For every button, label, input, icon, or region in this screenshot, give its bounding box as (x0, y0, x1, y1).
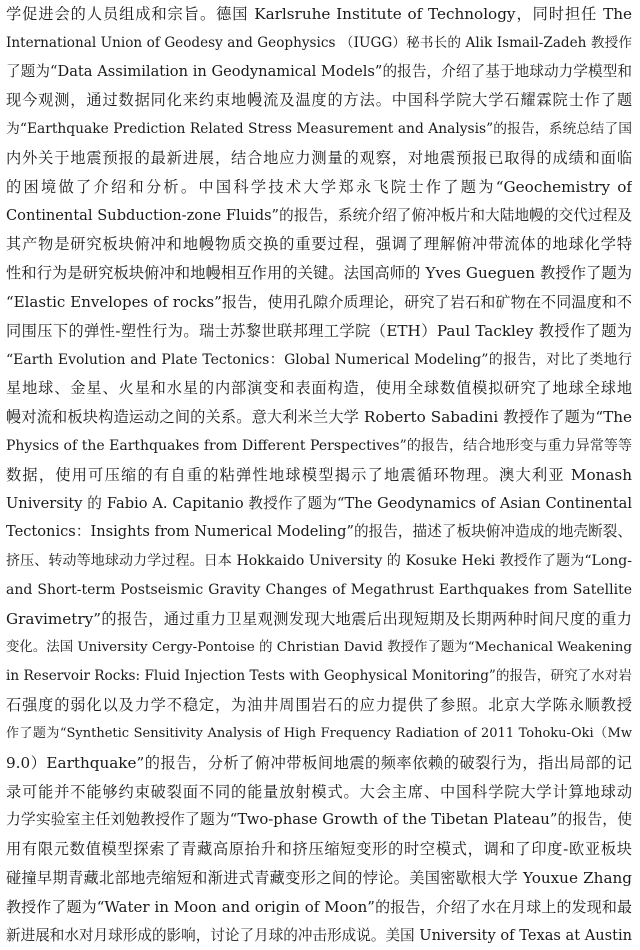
text-line: 学促进会的人员组成和宗旨。德国 Karlsruhe Institute of Technology，同时担任 The (6, 0, 632, 29)
text-line: 内外关于地震预报的最新进展，结合地应力测量的观察，对地震预报已取得的成绩和面临 (6, 144, 632, 173)
text-line: 作了题为“Synthetic Sensitivity Analysis of High Frequency Radiation of 2011 Tohoku-Oki（Mw (6, 720, 632, 749)
text-line: 用有限元数值模型探索了青藏高原抬升和挤压缩短变形的时空模式，调和了印度-欧亚板块 (6, 835, 632, 864)
text-line: 石强度的弱化以及力学不稳定，为油井周围岩石的应力提供了参照。北京大学陈永顺教授 (6, 691, 632, 720)
text-line: 幔对流和板块构造运动之间的关系。意大利米兰大学 Roberto Sabadini 教授作了题为“The (6, 403, 632, 432)
text-line: 变化。法国 University Cergy-Pontoise 的 Christian David 教授作了题为“Mechanical Weakening (6, 634, 632, 663)
text-line: 教授作了题为“Water in Moon and origin of Moon”的报告，介绍了水在月球上的发现和最 (6, 893, 632, 922)
text-line: 挤压、转动等地球动力学过程。日本 Hokkaido University 的 Kosuke Heki 教授作了题为“Long- (6, 547, 632, 576)
text-line: 其产物是研究板块俯冲和地幔物质交换的重要过程，强调了理解俯冲带流体的地球化学特 (6, 230, 632, 259)
text-line: in Reservoir Rocks: Fluid Injection Tests with Geophysical Monitoring”的报告，研究了水对岩 (6, 662, 632, 691)
text-line: Physics of the Earthquakes from Different Perspectives”的报告，结合地形变与重力异常等等 (6, 432, 632, 461)
text-line: 录可能并不能够约束破裂面不同的能量放射模式。大会主席、中国科学院大学计算地球动 (6, 778, 632, 807)
text-line: 新进展和水对月球形成的影响，讨论了月球的冲击形成说。美国 University of Texas at Austin (6, 922, 632, 950)
text-line: 性和行为是研究板块俯冲和地幔相互作用的关键。法国高师的 Yves Gueguen 教授作了题为 (6, 259, 632, 288)
text-line: Continental Subduction-zone Fluids”的报告，系统介绍了俯冲板片和大陆地幔的交代过程及 (6, 202, 632, 231)
text-line: 星地球、金星、火星和水星的内部演变和表面构造，使用全球数值模拟研究了地球全球地 (6, 374, 632, 403)
text-line: “Earth Evolution and Plate Tectonics：Global Numerical Modeling”的报告，对比了类地行 (6, 346, 632, 375)
text-line: Gravimetry”的报告，通过重力卫星观测发现大地震后出现短期及长期两种时间尺度的重力 (6, 605, 632, 634)
text-line: 碰撞早期青藏北部地壳缩短和渐进式青藏变形之间的悖论。美国密歇根大学 Youxue Zhang (6, 864, 632, 893)
text-line: 的困境做了介绍和分析。中国科学技术大学郑永飞院士作了题为“Geochemistry of (6, 173, 632, 202)
text-line: International Union of Geodesy and Geophysics （IUGG）秘书长的 Alik Ismail-Zadeh 教授作 (6, 29, 632, 58)
text-line: 现今观测，通过数据同化来约束地幔流及温度的方法。中国科学院大学石耀霖院士作了题 (6, 86, 632, 115)
text-line: 数据，使用可压缩的有自重的粘弹性地球模型揭示了地震循环物理。澳大利亚 Monash (6, 461, 632, 490)
text-line: 为“Earthquake Prediction Related Stress Measurement and Analysis”的报告，系统总结了国 (6, 115, 632, 144)
text-line: and Short-term Postseismic Gravity Changes of Megathrust Earthquakes from Satellite (6, 576, 632, 605)
text-line: “Elastic Envelopes of rocks”报告，使用孔隙介质理论，研究了岩石和矿物在不同温度和不 (6, 288, 632, 317)
text-line: 9.0）Earthquake”的报告，分析了俯冲带板间地震的频率依赖的破裂行为，指出局部的记 (6, 749, 632, 778)
text-line: 了题为“Data Assimilation in Geodynamical Models”的报告，介绍了基于地球动力学模型和 (6, 58, 632, 87)
text-line: 同围压下的弹性-塑性行为。瑞士苏黎世联邦理工学院（ETH）Paul Tackley 教授作了题为 (6, 317, 632, 346)
text-line: University 的 Fabio A. Capitanio 教授作了题为“The Geodynamics of Asian Continental (6, 490, 632, 519)
text-line: Tectonics：Insights from Numerical Modeling”的报告，描述了板块俯冲造成的地壳断裂、 (6, 518, 632, 547)
text-line: 力学实验室主任刘勉教授作了题为“Two-phase Growth of the Tibetan Plateau”的报告，使 (6, 806, 632, 835)
